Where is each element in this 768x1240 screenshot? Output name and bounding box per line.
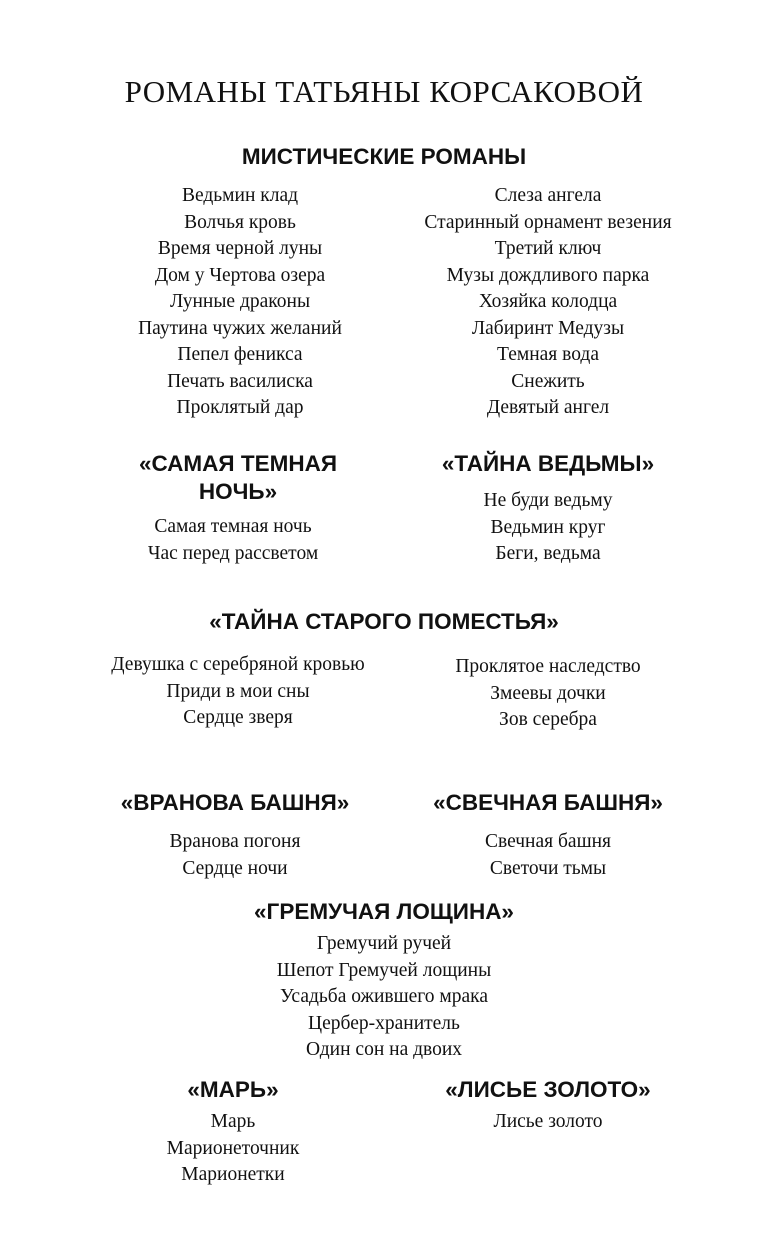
book-title: Вранова погоня (169, 831, 301, 852)
book-title: Сердце зверя (183, 707, 293, 728)
page-title: РОМАНЫ ТАТЬЯНЫ КОРСАКОВОЙ (124, 74, 644, 109)
book-list-darkest-night (88, 514, 378, 567)
book-title: Третий ключ (494, 238, 602, 259)
book-list-mystic-right (388, 183, 708, 422)
book-title: Девятый ангел (486, 397, 610, 418)
book-title: Темная вода (497, 344, 599, 365)
book-list-mystic-left (80, 183, 400, 422)
book-title: Пепел феникса (177, 344, 303, 365)
book-title: Светочи тьмы (489, 857, 607, 879)
book-list-candle-tower (393, 829, 703, 882)
heading-line: НОЧЬ» (198, 479, 278, 504)
book-title: Снежить (511, 370, 585, 392)
book-title: Старинный орнамент везения (424, 211, 672, 233)
section-heading-fox-gold: «ЛИСЬЕ ЗОЛОТО» (445, 1077, 651, 1102)
book-title: Ведьмин круг (490, 516, 606, 538)
book-title: Ведьмин клад (181, 185, 299, 206)
book-title: Паутина чужих желаний (138, 317, 342, 339)
book-title: Свечная башня (484, 831, 611, 852)
section-heading-witch-secret: «ТАЙНА ВЕДЬМЫ» (441, 451, 655, 476)
book-list-fox-gold (393, 1109, 703, 1136)
book-title: Марионеточник (166, 1137, 300, 1159)
book-title: Гремучий ручей (316, 933, 452, 954)
book-title: Время черной луны (157, 238, 323, 259)
book-title: Шепот Гремучей лощины (276, 959, 492, 981)
book-title: Лисье золото (493, 1111, 603, 1132)
section-heading-mystic: МИСТИЧЕСКИЕ РОМАНЫ (241, 144, 527, 169)
book-title: Лунные драконы (169, 291, 311, 312)
book-list-raven-tower (80, 829, 390, 882)
book-title: Час перед рассветом (147, 542, 319, 564)
book-title: Один сон на двоих (305, 1039, 463, 1060)
book-title: Марь (210, 1111, 256, 1132)
section-heading-raven-tower: «ВРАНОВА БАШНЯ» (120, 790, 350, 815)
book-title: Лабиринт Медузы (471, 317, 625, 339)
book-title: Не буди ведьму (483, 490, 613, 511)
book-title: Сердце ночи (182, 857, 288, 879)
book-title: Зов серебра (499, 709, 597, 730)
book-title: Музы дождливого парка (446, 264, 650, 286)
book-title: Приди в мои сны (166, 680, 310, 702)
heading-line: «САМАЯ ТЕМНАЯ (138, 451, 338, 476)
book-title: Проклятое наследство (455, 656, 641, 677)
book-title: Слеза ангела (494, 185, 602, 206)
book-title: Печать василиска (167, 370, 313, 392)
book-title: Хозяйка колодца (478, 291, 618, 312)
section-heading-candle-tower: «СВЕЧНАЯ БАШНЯ» (433, 790, 663, 815)
book-title: Цербер-хранитель (308, 1012, 460, 1034)
book-title: Змеевы дочки (490, 682, 606, 704)
book-title: Самая темная ночь (154, 516, 312, 537)
book-list-old-estate-right (398, 654, 698, 734)
book-list-rattling-hollow (184, 931, 584, 1064)
book-title: Девушка с серебряной кровью (111, 654, 365, 675)
section-heading-darkest-night (88, 450, 388, 506)
book-list-witch-secret (398, 488, 698, 568)
book-title: Марионетки (181, 1164, 285, 1185)
section-heading-old-estate: «ТАЙНА СТАРОГО ПОМЕСТЬЯ» (209, 609, 559, 634)
book-title: Проклятый дар (176, 397, 304, 418)
book-list-mar (83, 1109, 383, 1189)
book-title: Беги, ведьма (495, 543, 601, 564)
section-heading-mar: «МАРЬ» (187, 1077, 279, 1102)
book-title: Дом у Чертова озера (154, 264, 326, 286)
section-heading-rattling-hollow: «ГРЕМУЧАЯ ЛОЩИНА» (254, 899, 514, 924)
book-list-old-estate-left (68, 652, 408, 732)
book-title: Усадьба ожившего мрака (279, 986, 489, 1007)
book-title: Волчья кровь (184, 211, 296, 233)
